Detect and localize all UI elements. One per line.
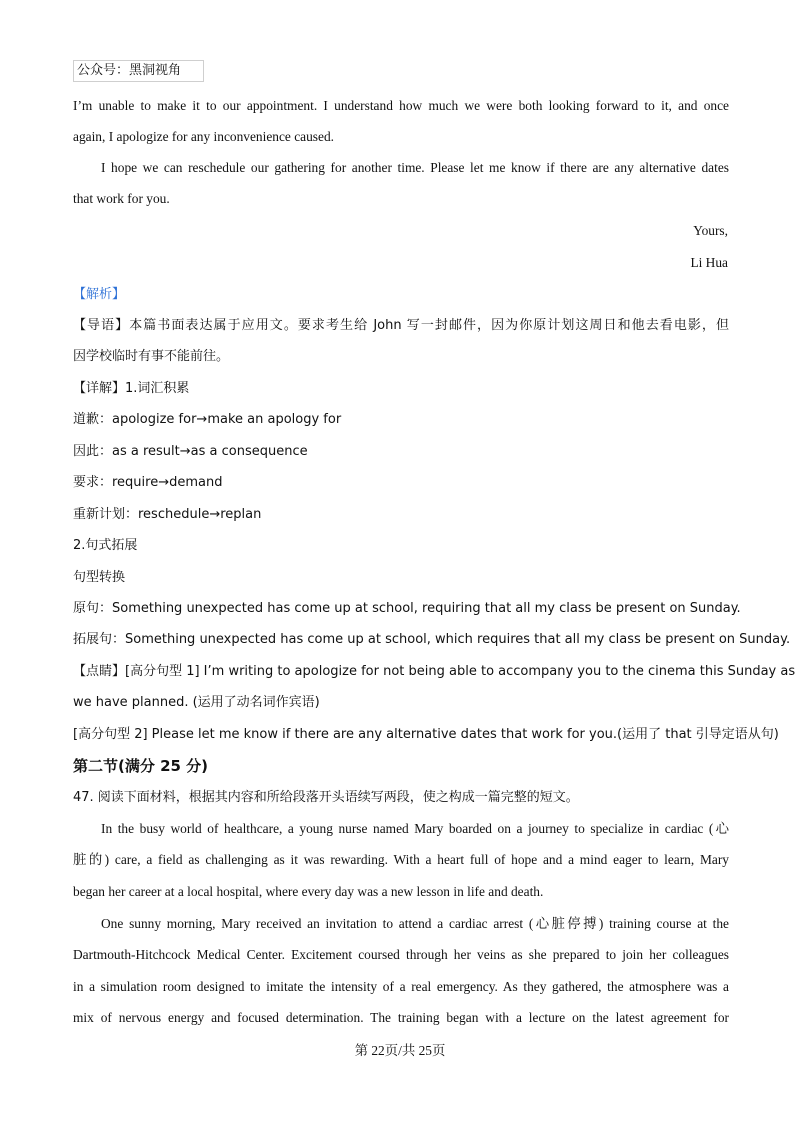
analysis-tag: 【解析】 [73, 287, 126, 302]
passage-p2-line4: mix of nervous energy and focused determination. The training began with a lecture on the latest agreement for [73, 1010, 729, 1025]
comment-line2: we have planned. (运用了动名词作宾语) [73, 695, 320, 710]
letter-para1-line1: I’m unable to make it to our appointment. I understand how much we were both looking forward to it, and once [73, 98, 729, 113]
vocab-item: 要求：require→demand [73, 475, 223, 490]
comment-line1: 【点睛】[高分句型 1] I’m writing to apologize for not being able to accompany you to the cinema this Sunday as [73, 664, 796, 679]
comment-line3: [高分句型 2] Please let me know if there are any alternative dates that work for you.(运用了 that 引导定语从句) [73, 727, 779, 742]
analysis-detail-heading: 【详解】1.词汇积累 [73, 381, 190, 396]
section-title: 第二节(满分 25 分) [73, 757, 209, 775]
letter-closing: Yours, [693, 223, 728, 238]
page-footer: 第 22页/共 25页 [354, 1043, 446, 1058]
letter-para2-line1: I hope we can reschedule our gathering for another time. Please let me know if there are any alternative dates [101, 160, 729, 175]
letter-para1-line2: again, I apologize for any inconvenience caused. [73, 129, 334, 144]
original-sentence: 原句：Something unexpected has come up at school, requiring that all my class be present on Sunday. [73, 601, 741, 616]
analysis-guide-line1: 【导语】本篇书面表达属于应用文。要求考生给 John 写一封邮件，因为你原计划这周日和他去看电影，但 [73, 318, 729, 333]
brand-watermark: 公众号：黑洞视角 [73, 60, 204, 82]
sentence-heading: 2.句式拓展 [73, 538, 138, 553]
expanded-sentence: 拓展句：Something unexpected has come up at school, which requires that all my class be present on Sunday. [73, 632, 791, 647]
sentence-subheading: 句型转换 [73, 570, 126, 585]
letter-signature: Li Hua [690, 255, 728, 270]
vocab-item: 道歉：apologize for→make an apology for [73, 412, 342, 427]
passage-p2-line3: in a simulation room designed to imitate the intensity of a real emergency. As they gathered, the atmosphere was a [73, 979, 729, 994]
letter-para2-line2: that work for you. [73, 191, 170, 206]
passage-p1-line3: began her career at a local hospital, where every day was a new lesson in life and death. [73, 884, 544, 899]
passage-p1-line2: 脏的) care, a field as challenging as it was rewarding. With a heart full of hope and a mind eager to learn, Mary [73, 852, 729, 867]
passage-p1-line1: In the busy world of healthcare, a young nurse named Mary boarded on a journey to specialize in cardiac (心 [101, 821, 729, 836]
passage-p2-line2: Dartmouth-Hitchcock Medical Center. Excitement coursed through her veins as she prepared to join her colleagues [73, 947, 729, 962]
vocab-item: 因此：as a result→as a consequence [73, 444, 308, 459]
analysis-guide-line2: 因学校临时有事不能前往。 [73, 349, 230, 364]
passage-p2-line1: One sunny morning, Mary received an invitation to attend a cardiac arrest (心脏停搏) training course at the [101, 916, 729, 931]
question-line: 47. 阅读下面材料，根据其内容和所给段落开头语续写两段，使之构成一篇完整的短文。 [73, 790, 579, 805]
vocab-item: 重新计划：reschedule→replan [73, 507, 262, 522]
